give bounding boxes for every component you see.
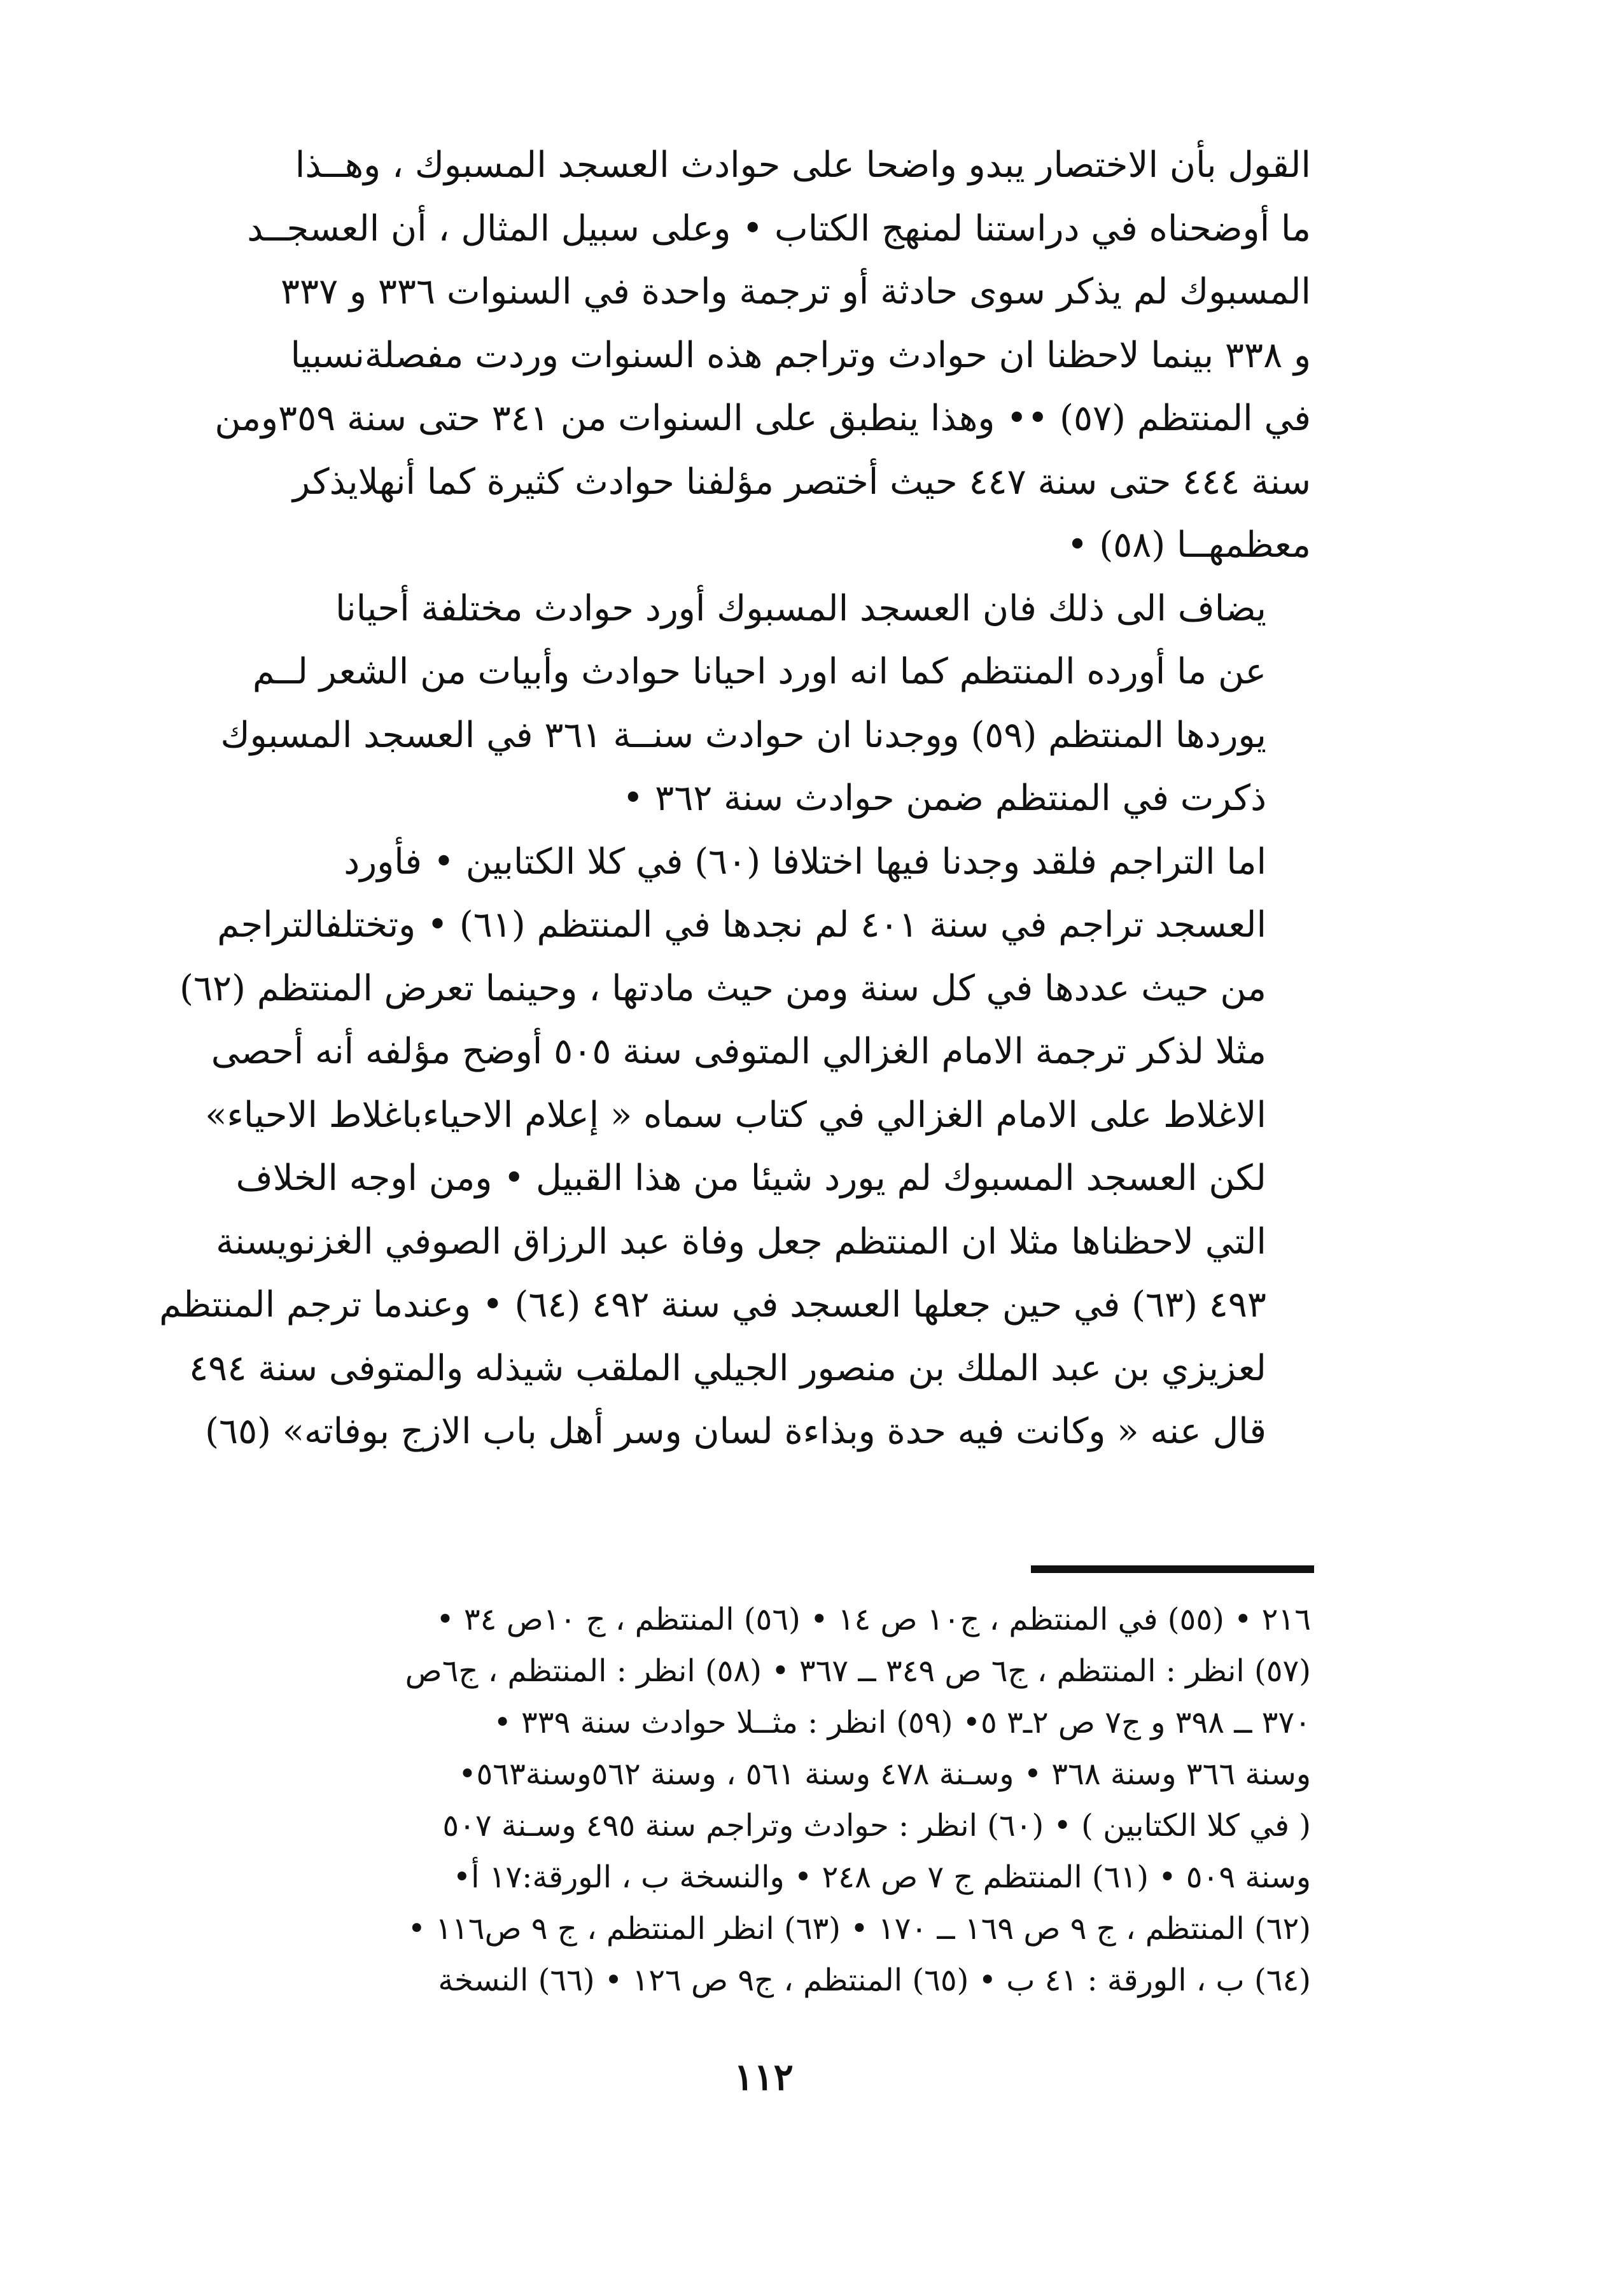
text-line: القول بأن الاختصار يبدو واضحا على حوادث العسجد المسبوك ، وهــذا bbox=[295, 144, 1311, 186]
footnotes bbox=[156, 1594, 1311, 2006]
footnote-line: (٥٧) انظر : المنتظم ، ج٦ ص ٣٤٩ ــ ٣٦٧ • (٥٨) انظر : المنتظم ، ج٦ص bbox=[405, 1653, 1311, 1689]
text-line: العسجد تراجم في سنة ٤٠١ لم نجدها في المنتظم (٦١) • وتختلفالتراجم bbox=[217, 904, 1266, 946]
footnote-line: وسنة ٣٦٦ وسنة ٣٦٨ • وسـنة ٤٧٨ وسنة ٥٦١ ، وسنة ٥٦٢وسنة٥٦٣• bbox=[458, 1756, 1311, 1792]
footnote-line: ٢١٦ • (٥٥) في المنتظم ، ج١٠ ص ١٤ • (٥٦) المنتظم ، ج ١٠ص ٣٤ • bbox=[436, 1602, 1311, 1637]
text-line: يوردها المنتظم (٥٩) ووجدنا ان حوادث سنــة ٣٦١ في العسجد المسبوك bbox=[220, 714, 1266, 756]
text-line: عن ما أورده المنتظم كما انه اورد احيانا حوادث وأبيات من الشعر لــم bbox=[252, 651, 1266, 692]
paragraph-2 bbox=[156, 577, 1311, 830]
text-line: ٤٩٣ (٦٣) في حين جعلها العسجد في سنة ٤٩٢ (٦٤) • وعندما ترجم المنتظم bbox=[159, 1284, 1266, 1325]
text-line: و ٣٣٨ بينما لاحظنا ان حوادث وتراجم هذه السنوات وردت مفصلةنسبيا bbox=[290, 334, 1311, 376]
footnote-line: وسنة ٥٠٩ • (٦١) المنتظم ج ٧ ص ٢٤٨ • والنسخة ب ، الورقة:١٧ أ• bbox=[452, 1859, 1311, 1895]
text-line: التي لاحظناها مثلا ان المنتظم جعل وفاة عبد الرزاق الصوفي الغزنويسنة bbox=[216, 1220, 1266, 1262]
footnote-line: (٦٤) ب ، الورقة : ٤١ ب • (٦٥) المنتظم ، ج٩ ص ١٢٦ • (٦٦) النسخة bbox=[438, 1962, 1311, 1998]
footnote-line: (٦٢) المنتظم ، ج ٩ ص ١٦٩ ــ ١٧٠ • (٦٣) انظر المنتظم ، ج ٩ ص١١٦ • bbox=[407, 1911, 1311, 1947]
text-line: يضاف الى ذلك فان العسجد المسبوك أورد حوادث مختلفة أحيانا bbox=[335, 587, 1266, 629]
footnote-line: ( في كلا الكتابين ) • (٦٠) انظر : حوادث وتراجم سنة ٤٩٥ وسـنة ٥٠٧ bbox=[442, 1808, 1311, 1843]
text-line: الاغلاط على الامام الغزالي في كتاب سماه « إعلام الاحياءباغلاط الاحياء» bbox=[205, 1094, 1266, 1136]
text-line: ذكرت في المنتظم ضمن حوادث سنة ٣٦٢ • bbox=[622, 778, 1266, 819]
text-line: المسبوك لم يذكر سوى حادثة أو ترجمة واحدة في السنوات ٣٣٦ و ٣٣٧ bbox=[280, 271, 1311, 312]
text-line: مثلا لذكر ترجمة الامام الغزالي المتوفى سنة ٥٠٥ أوضح مؤلفه أنه أحصى bbox=[211, 1031, 1266, 1072]
main-text bbox=[156, 134, 1311, 1464]
page-number: ١١٢ bbox=[734, 2055, 794, 2099]
text-line: لعزيزي بن عبد الملك بن منصور الجيلي الملقب شيذله والمتوفى سنة ٤٩٤ bbox=[189, 1347, 1266, 1389]
text-line: اما التراجم فلقد وجدنا فيها اختلافا (٦٠) في كلا الكتابين • فأورد bbox=[344, 841, 1266, 883]
paragraph-1 bbox=[156, 134, 1311, 577]
text-line: قال عنه « وكانت فيه حدة وبذاءة لسان وسر أهل باب الازج بوفاته» (٦٥) bbox=[205, 1411, 1266, 1452]
text-line: في المنتظم (٥٧) •• وهذا ينطبق على السنوات من ٣٤١ حتى سنة ٣٥٩ومن bbox=[214, 398, 1311, 439]
text-line: سنة ٤٤٤ حتى سنة ٤٤٧ حيث أختصر مؤلفنا حوادث كثيرة كما أنهلايذكر bbox=[293, 461, 1311, 503]
footnote-line: ٣٧٠ ــ ٣٩٨ و ج٧ ص ٢ـ٣ ٥• (٥٩) انظر : مثــلا حوادث سنة ٣٣٩ • bbox=[493, 1705, 1311, 1740]
text-line: ما أوضحناه في دراستنا لمنهج الكتاب • وعلى سبيل المثال ، أن العسجــد bbox=[247, 207, 1311, 249]
paragraph-3 bbox=[156, 830, 1311, 1464]
text-line: من حيث عددها في كل سنة ومن حيث مادتها ، وحينما تعرض المنتظم (٦٢) bbox=[179, 967, 1266, 1009]
text-line: معظمهــا (٥٨) • bbox=[1067, 524, 1311, 566]
footnote-separator bbox=[1031, 1565, 1314, 1573]
text-line: لكن العسجد المسبوك لم يورد شيئا من هذا القبيل • ومن اوجه الخلاف bbox=[235, 1157, 1266, 1199]
